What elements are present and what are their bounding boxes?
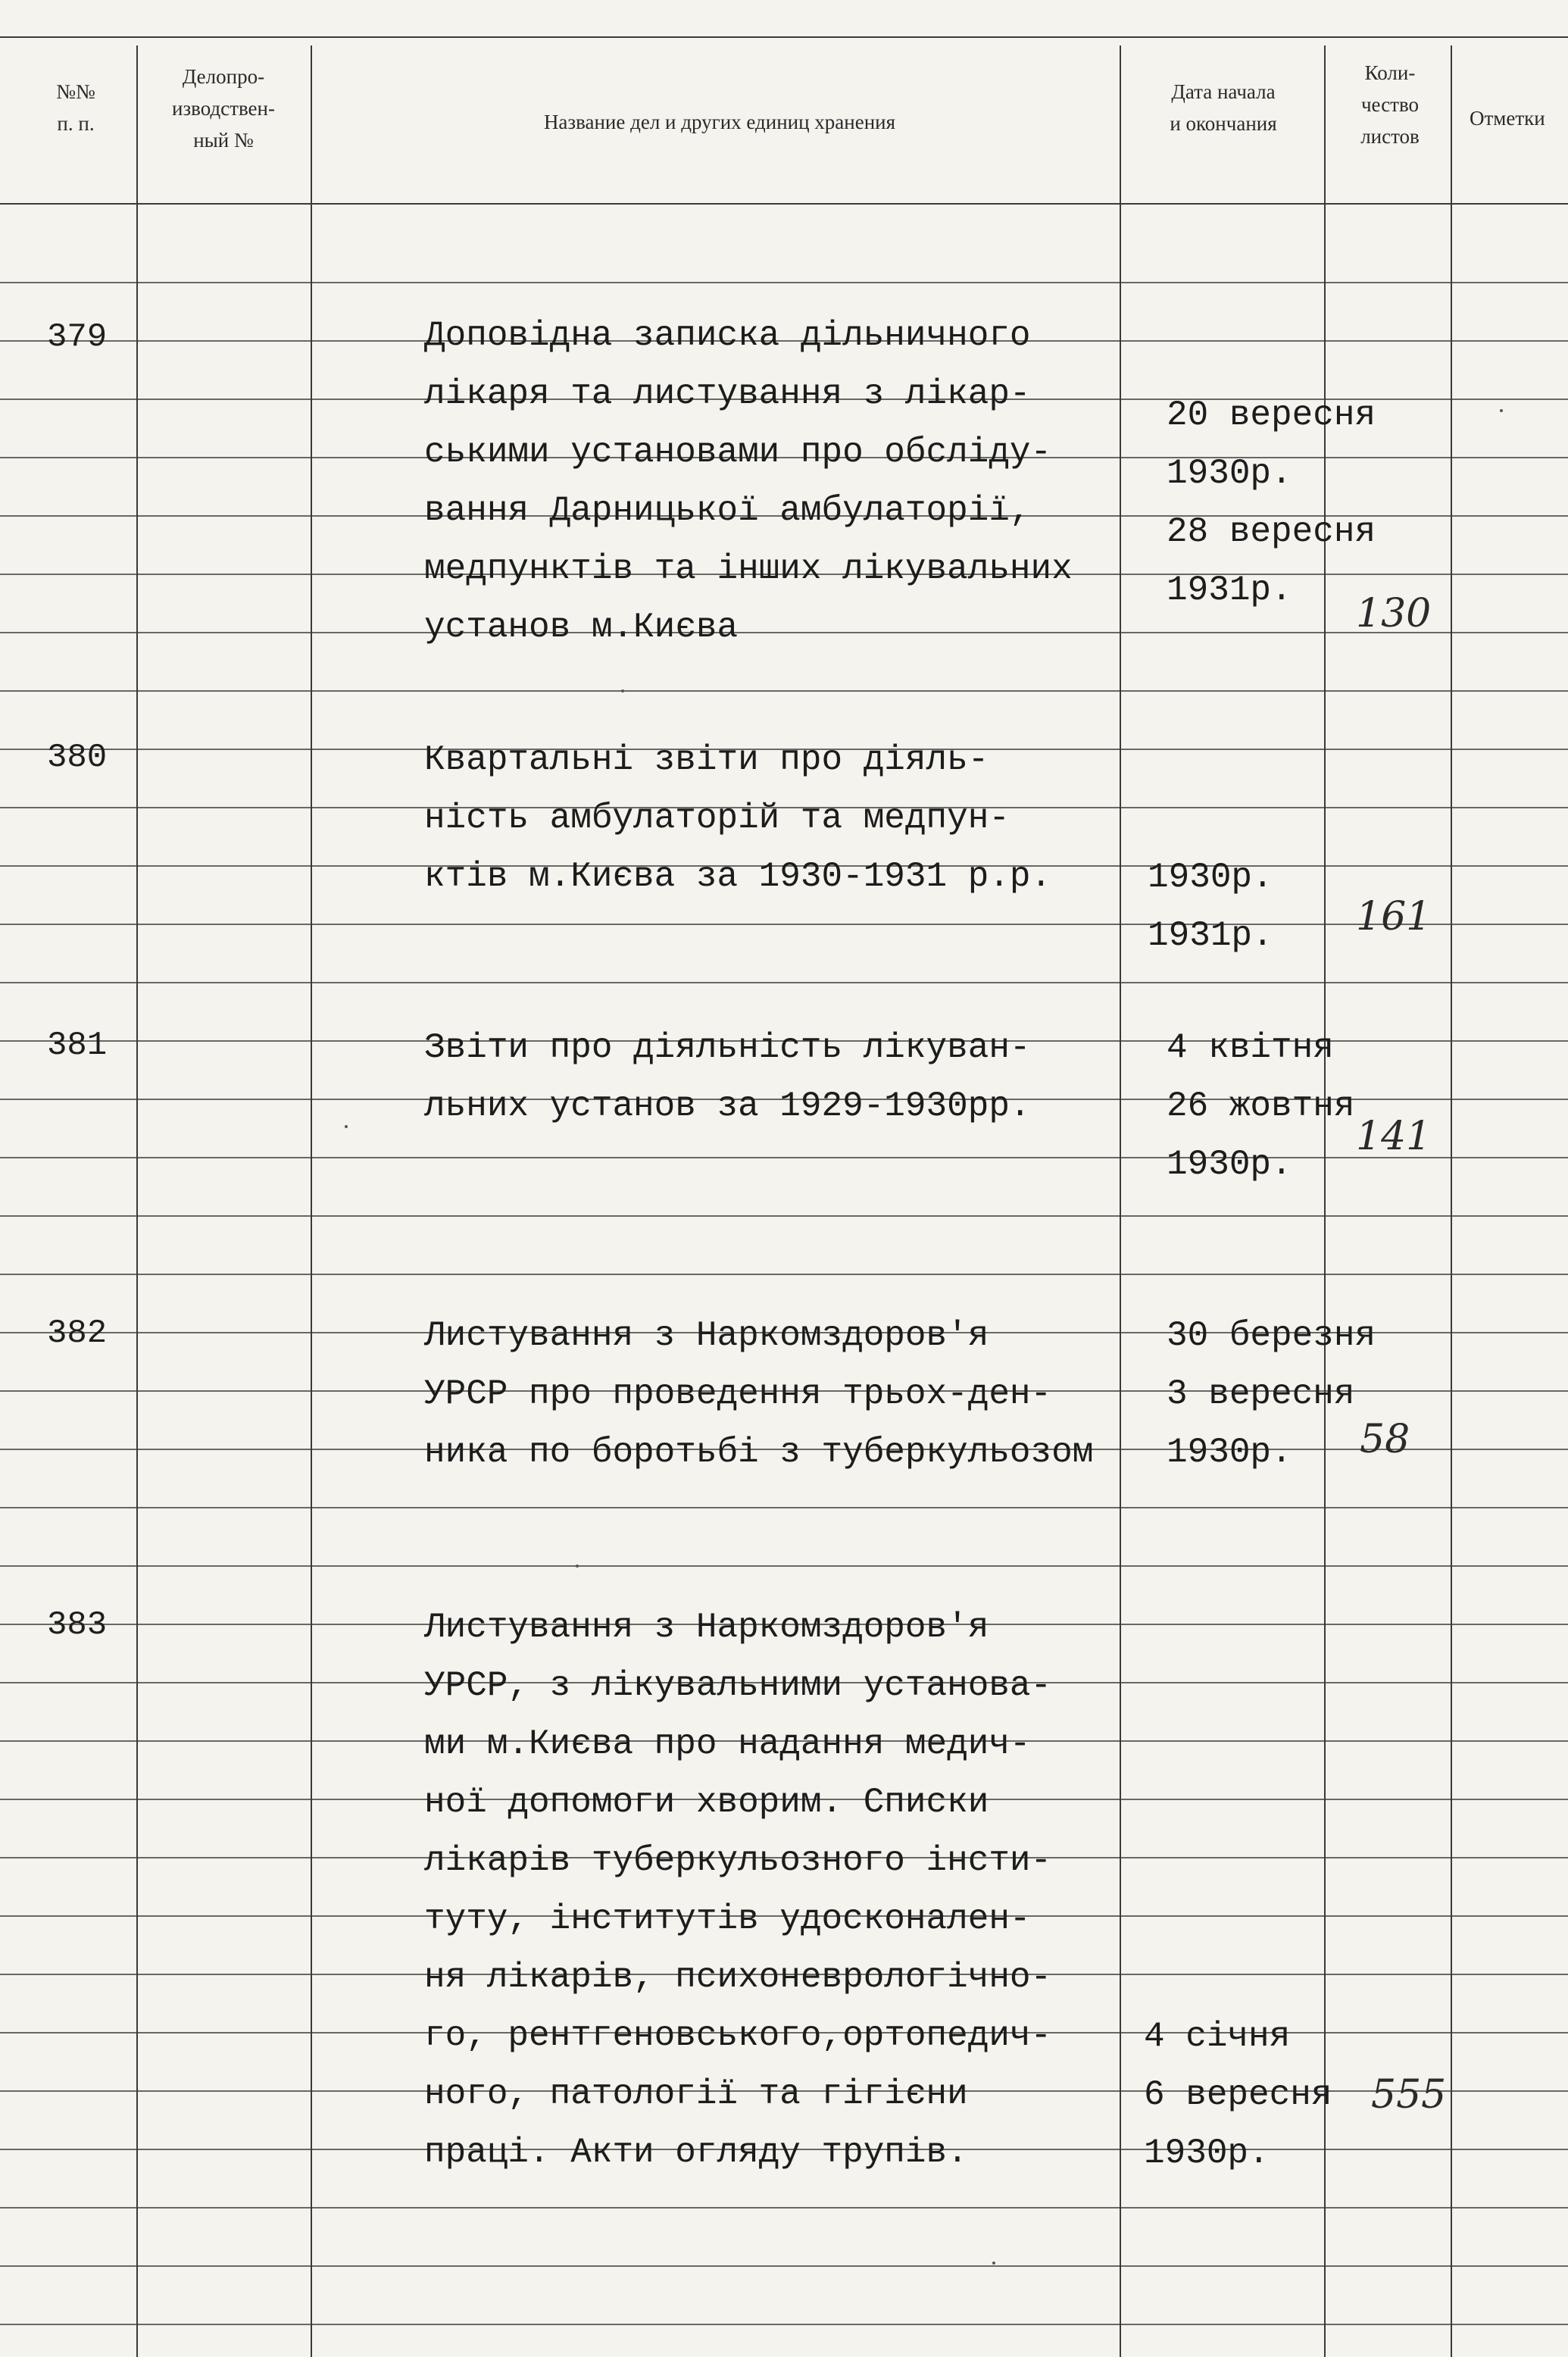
date-line: 1930р. [1167, 454, 1292, 493]
entry-title [424, 307, 1073, 657]
ruled-line [0, 1565, 1568, 1567]
title-line: лікарів туберкульозного інсти- [424, 1841, 1052, 1880]
entry-dates [1167, 386, 1376, 620]
entry-number: 380 [47, 739, 108, 777]
title-line: ного, патології та гігієни [424, 2074, 968, 2114]
date-line: 1931р. [1167, 570, 1292, 610]
title-line: Листування з Наркомздоров'я [424, 1316, 989, 1355]
title-line: УРСР, з лікувальними установа- [424, 1666, 1052, 1705]
title-line: Листування з Наркомздоров'я [424, 1608, 989, 1647]
entry-dates [1167, 1019, 1354, 1194]
title-line: ність амбулаторій та медпун- [424, 799, 1010, 838]
ruled-line [0, 2207, 1568, 2209]
title-line: праці. Акти огляду трупів. [424, 2133, 968, 2172]
title-line: ськими установами про обсліду- [424, 433, 1052, 472]
ruled-line [0, 282, 1568, 283]
header-office-number: Делопро- изводствен- ный № [172, 65, 275, 152]
title-line: медпунктів та інших лікувальних [424, 549, 1073, 589]
ruled-line [0, 924, 1568, 925]
date-line: 28 вересня [1167, 512, 1376, 552]
title-line: ми м.Києва про надання медич- [424, 1724, 1031, 1764]
sheet-count: 130 [1356, 591, 1432, 636]
ruled-line [0, 2265, 1568, 2267]
title-line: ної допомоги хворим. Списки [424, 1783, 989, 1822]
entry-number: 379 [47, 318, 108, 356]
date-line: 1930р. [1167, 1145, 1292, 1184]
entry-title [424, 1307, 1093, 1482]
date-line: 20 вересня [1167, 395, 1376, 435]
header-dates: Дата начала и окончания [1170, 80, 1277, 135]
date-line: 1930р. [1144, 2133, 1270, 2173]
header-title: Название дел и других единиц хранения [543, 111, 896, 133]
title-line: ника по боротьбі з туберкульозом [424, 1433, 1094, 1472]
title-line: УРСР про проведення трьох-ден- [424, 1374, 1052, 1414]
header-notes: Отметки [1470, 107, 1545, 130]
date-line: 26 жовтня [1167, 1086, 1355, 1126]
header-bottom-rule [0, 203, 1568, 205]
entry-dates [1167, 1307, 1376, 1482]
ruled-line [0, 690, 1568, 692]
title-line: ктів м.Києва за 1930-1931 р.р. [424, 857, 1052, 896]
entry-dates [1144, 2008, 1332, 2183]
title-line: го, рентгеновського,ортопедич- [424, 2016, 1052, 2055]
title-line: Доповідна записка дільничного [424, 316, 1031, 355]
entry-dates [1148, 849, 1273, 965]
entry-title [424, 1599, 1051, 2182]
date-line: 30 березня [1167, 1316, 1376, 1355]
scan-speck [576, 1565, 579, 1568]
col-rule-5 [1451, 45, 1452, 2357]
header-sheets: Коли- чество листов [1360, 61, 1420, 148]
title-line: установ м.Києва [424, 608, 739, 647]
ruled-line [0, 1215, 1568, 1217]
date-line: 4 квітня [1167, 1028, 1334, 1068]
entry-title [424, 1019, 1031, 1136]
date-line: 1931р. [1148, 916, 1273, 955]
col-rule-2 [311, 45, 312, 2357]
sheet-count: 58 [1360, 1417, 1410, 1462]
title-line: Квартальні звіти про діяль- [424, 740, 989, 780]
ruled-line [0, 2324, 1568, 2325]
date-line: 1930р. [1167, 1433, 1292, 1472]
scan-speck [1500, 409, 1503, 412]
col-rule-3 [1120, 45, 1121, 2357]
title-line: вання Дарницької амбулаторії, [424, 491, 1031, 530]
sheet-count: 141 [1356, 1114, 1432, 1159]
ruled-line [0, 1274, 1568, 1275]
sheet-count: 161 [1356, 894, 1432, 939]
date-line: 4 січня [1144, 2017, 1291, 2056]
ruled-line [0, 982, 1568, 983]
entry-number: 381 [47, 1027, 108, 1064]
top-rule [0, 36, 1568, 38]
title-line: ня лікарів, психоневрологічно- [424, 1958, 1052, 1997]
date-line: 1930р. [1148, 858, 1273, 897]
scan-speck [621, 689, 624, 692]
entry-number: 383 [47, 1606, 108, 1644]
ruled-line [0, 1507, 1568, 1508]
title-line: лікаря та листування з лікар- [424, 374, 1031, 414]
entry-number: 382 [47, 1314, 108, 1352]
title-line: Звіти про діяльність лікуван- [424, 1028, 1031, 1068]
sheet-count: 555 [1371, 2072, 1447, 2118]
date-line: 6 вересня [1144, 2075, 1332, 2115]
scan-speck [992, 2262, 995, 2265]
scan-speck [345, 1125, 348, 1128]
header-number: №№ п. п. [56, 80, 95, 135]
date-line: 3 вересня [1167, 1374, 1355, 1414]
title-line: льних установ за 1929-1930рр. [424, 1086, 1031, 1126]
entry-title [424, 731, 1051, 906]
col-rule-1 [136, 45, 138, 2357]
title-line: туту, інститутів удосконален- [424, 1899, 1031, 1939]
